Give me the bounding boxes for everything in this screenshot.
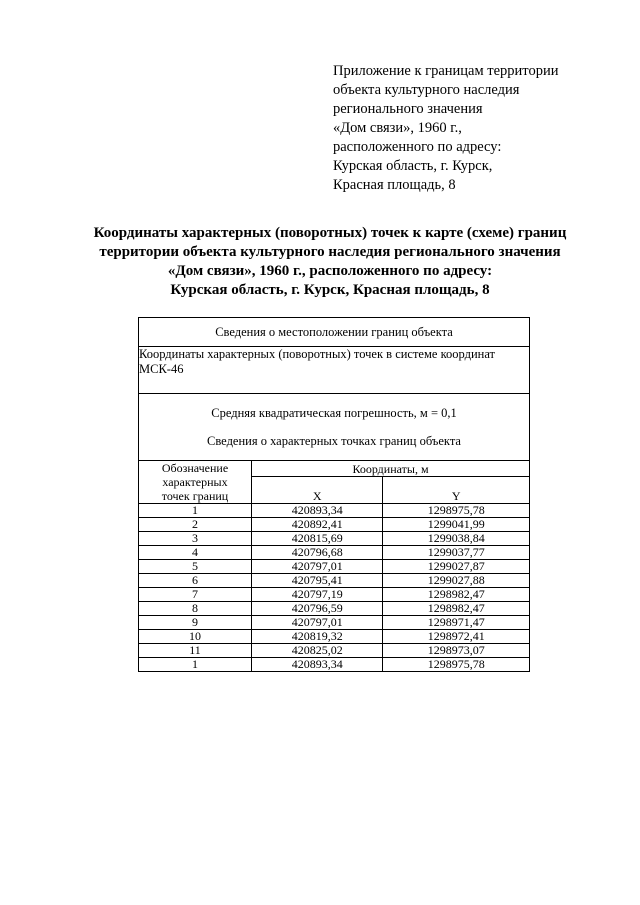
table-header-row — [139, 461, 530, 477]
x-coordinate-cell: 420797,01 — [252, 616, 383, 630]
coordinates-header: Координаты, м — [252, 461, 530, 477]
table-row — [139, 588, 530, 602]
y-coordinate-cell: 1299041,99 — [383, 518, 530, 532]
info-title: Сведения о местоположении границ объекта — [139, 318, 530, 347]
x-coordinate-cell: 420825,02 — [252, 644, 383, 658]
y-coordinate-cell: 1299037,77 — [383, 546, 530, 560]
system-title: Координаты характерных (поворотных) точек в системе координат МСК-46 — [139, 347, 530, 394]
error-line: Средняя квадратическая погрешность, м = 0,1 — [211, 406, 457, 420]
appendix-line: Приложение к границам территории — [333, 63, 559, 79]
x-header: X — [252, 477, 383, 504]
x-coordinate-cell: 420796,59 — [252, 602, 383, 616]
point-id-cell: 2 — [139, 518, 252, 532]
label-header-line: Обозначение — [161, 461, 229, 475]
table-row — [139, 616, 530, 630]
point-id-cell: 9 — [139, 616, 252, 630]
heading-line: Координаты характерных (поворотных) точек к карте (схеме) границ — [93, 225, 567, 241]
y-coordinate-cell: 1298982,47 — [383, 602, 530, 616]
table-row — [139, 644, 530, 658]
appendix-line: регионального значения — [333, 101, 483, 117]
point-id-cell: 1 — [139, 504, 252, 518]
x-coordinate-cell: 420819,32 — [252, 630, 383, 644]
label-header-line: точек границ — [161, 489, 229, 503]
point-id-cell: 10 — [139, 630, 252, 644]
y-coordinate-cell: 1298971,47 — [383, 616, 530, 630]
x-coordinate-cell: 420797,01 — [252, 560, 383, 574]
table-row — [139, 532, 530, 546]
appendix-line: «Дом связи», 1960 г., — [333, 120, 462, 136]
y-coordinate-cell: 1298975,78 — [383, 504, 530, 518]
y-coordinate-cell: 1299027,88 — [383, 574, 530, 588]
x-coordinate-cell: 420892,41 — [252, 518, 383, 532]
point-id-cell: 3 — [139, 532, 252, 546]
y-coordinate-cell: 1299038,84 — [383, 532, 530, 546]
x-coordinate-cell: 420893,34 — [252, 658, 383, 672]
table-row — [139, 560, 530, 574]
y-header: Y — [383, 477, 530, 504]
appendix-line: Курская область, г. Курск, — [333, 158, 493, 174]
table-system-row — [139, 347, 530, 394]
point-id-cell: 6 — [139, 574, 252, 588]
heading-line: «Дом связи», 1960 г., расположенного по адресу: — [167, 263, 493, 279]
y-coordinate-cell: 1299027,87 — [383, 560, 530, 574]
error-cell — [139, 394, 530, 461]
x-coordinate-cell: 420893,34 — [252, 504, 383, 518]
table-row — [139, 518, 530, 532]
point-id-cell: 8 — [139, 602, 252, 616]
y-coordinate-cell: 1298982,47 — [383, 588, 530, 602]
y-coordinate-cell: 1298975,78 — [383, 658, 530, 672]
table-row — [139, 504, 530, 518]
table-row — [139, 574, 530, 588]
table-row — [139, 658, 530, 672]
heading-line: Курская область, г. Курск, Красная площадь, 8 — [170, 282, 490, 298]
appendix-line: объекта культурного наследия — [333, 82, 520, 98]
x-coordinate-cell: 420796,68 — [252, 546, 383, 560]
heading-line: территории объекта культурного наследия регионального значения — [99, 244, 561, 260]
label-header-line: характерных — [162, 475, 228, 489]
x-coordinate-cell: 420797,19 — [252, 588, 383, 602]
points-title: Сведения о характерных точках границ объекта — [207, 434, 461, 448]
point-id-cell: 5 — [139, 560, 252, 574]
table-row — [139, 602, 530, 616]
label-column-header — [139, 461, 252, 504]
appendix-line: Красная площадь, 8 — [333, 177, 456, 193]
x-coordinate-cell: 420815,69 — [252, 532, 383, 546]
point-id-cell: 7 — [139, 588, 252, 602]
appendix-line: расположенного по адресу: — [333, 139, 502, 155]
table-error-row — [139, 394, 530, 461]
document-heading — [70, 224, 590, 300]
point-id-cell: 1 — [139, 658, 252, 672]
x-coordinate-cell: 420795,41 — [252, 574, 383, 588]
y-coordinate-cell: 1298973,07 — [383, 644, 530, 658]
y-coordinate-cell: 1298972,41 — [383, 630, 530, 644]
table-row — [139, 630, 530, 644]
point-id-cell: 4 — [139, 546, 252, 560]
table-row — [139, 546, 530, 560]
table-info-row — [139, 318, 530, 347]
coordinates-table — [138, 317, 530, 672]
appendix-note — [333, 62, 613, 195]
point-id-cell: 11 — [139, 644, 252, 658]
